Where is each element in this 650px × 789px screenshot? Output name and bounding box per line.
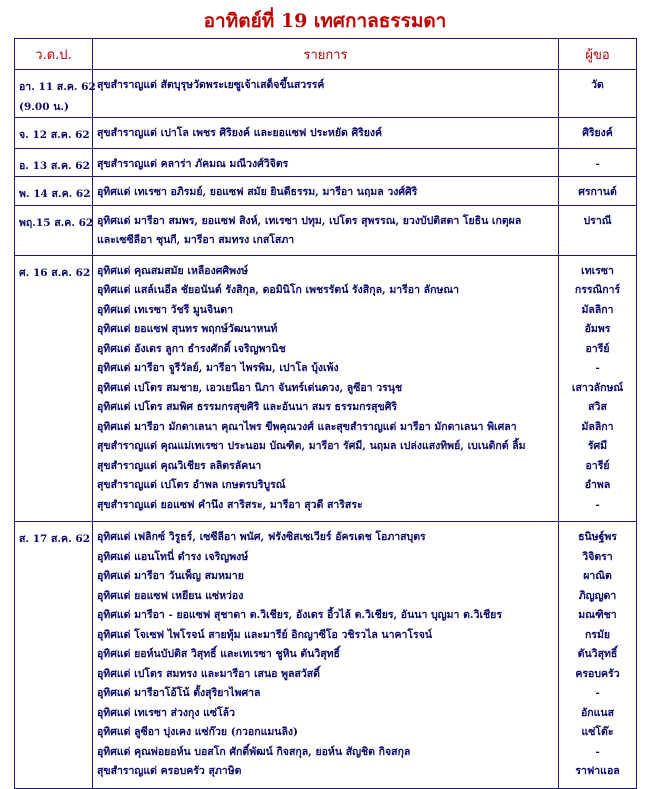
- date-text: อา. 11 ส.ค. 62: [19, 81, 96, 93]
- donor-name: อารีย์: [585, 459, 610, 472]
- row-date: [15, 118, 93, 149]
- header-donor: ผู้ขอ: [559, 39, 637, 70]
- row-donors: [559, 70, 637, 118]
- intention-line: อุทิศแด่ เทเรซา ส่วงกุง แซ่โล้ว: [97, 706, 235, 719]
- intention-line: อุทิศแด่ มารีอา จูรีวัลย์, มารีอา ไพรพิม, เปาโล บุ้งเพ้ง: [97, 362, 339, 374]
- date-text: พฤ.15 ส.ค. 62: [19, 216, 94, 229]
- row-donors: [559, 522, 637, 789]
- intention-line: อุทิศแด่ แสล์เนอีล ชัยอนันต์ รังสิกุล, ดอมินิโก เพชรรัตน์ รังสิกุล, มารีอา ลักษณา: [97, 284, 459, 296]
- intention-line: สุขสำราญแด่ คุณวิเชียร ลลิตรลัคนา: [97, 459, 262, 472]
- intention-line: อุทิศแด่ อังเดร ลูกา ธำรงศักดิ์ เจริญพานิช: [97, 342, 286, 355]
- row-donors: [559, 205, 637, 255]
- donor-name: อักแนส: [580, 706, 615, 719]
- row-donors: [559, 148, 637, 177]
- date-text: จ. 12 ส.ค. 62: [19, 129, 90, 141]
- donor-name: -: [595, 157, 600, 170]
- intention-line: อุทิศแด่ มารีอา - ยอแซฟ สุชาดา ต.วิเชียร, อังเดร อิ้วไล้ ต.วิเชียร, อันนา บุญมา ต.วิเชียร: [97, 609, 502, 621]
- donor-name: ผาณิต: [583, 570, 612, 582]
- table-row: [15, 177, 637, 206]
- date-text: ส. 17 ส.ค. 62: [19, 533, 90, 545]
- table-row: [15, 148, 637, 177]
- table-row: [15, 205, 637, 255]
- date-text: อ. 13 ส.ค. 62: [19, 159, 90, 172]
- intention-line: อุทิศแด่ มารีอา สมพร, ยอแซฟ สิงห์, เทเรซา ปทุม, เปโตร สุพรรณ, ยวงบัปติสตา โยธิน เกตุผล: [97, 214, 522, 227]
- row-intentions: [93, 205, 559, 255]
- donor-name: ราฟาแอล: [575, 765, 620, 777]
- donor-name: ปราณี: [583, 214, 612, 227]
- donor-name: กรมัย: [584, 628, 611, 641]
- table-row: [15, 70, 637, 118]
- row-date: [15, 255, 93, 522]
- donor-name: -: [595, 362, 600, 374]
- donor-name: -: [595, 498, 600, 511]
- row-intentions: [93, 70, 559, 118]
- row-intentions: [93, 148, 559, 177]
- row-date: [15, 522, 93, 789]
- row-intentions: [93, 522, 559, 789]
- intention-line: อุทิศแด่ ลูซีอา บุ่งเคง แซ่ก๊วย (กวอกแมนลิง): [97, 726, 298, 738]
- intention-line: อุทิศแด่ โจเซฟ ไพโรจน์ สายทุ้ม และมารีย์ อิกญาซีโอ วชิรวไล นาคาโรจน์: [97, 628, 433, 641]
- table-row: [15, 118, 637, 149]
- donor-name: แซ่โต๊ะ: [581, 726, 614, 738]
- donor-name: อารีย์: [585, 342, 610, 355]
- donor-name: ครอบครัว: [575, 667, 620, 680]
- intention-line: สุขสำราญแด่ คุณแม่เทเรซา ประนอม บัณฑิต, มารีอา รัศมี, นฤมล เปล่งแสงทิพย์, เบเนดิกต์ ลิ้ม: [97, 440, 526, 452]
- intention-line: สุขสำราญแด่ ครอบครัว สุภาษิต: [97, 765, 242, 777]
- donor-name: -: [595, 745, 600, 758]
- intention-line: สุขสำราญแด่ คลาร่า ภัคมณ มณีวงศ์วิจิตร: [97, 157, 289, 170]
- donor-name: ภิญญดา: [578, 589, 617, 602]
- row-intentions: [93, 255, 559, 522]
- donor-name: มัลลิกา: [581, 420, 614, 433]
- intention-line: สุขสำราญแด่ เปโตร อำพล เกษตรบริบูรณ์: [97, 479, 286, 491]
- row-date: [15, 70, 96, 118]
- date-text: พ. 14 ส.ค. 62: [19, 188, 91, 200]
- table-header-row: [15, 39, 637, 70]
- header-list: รายการ: [93, 39, 559, 70]
- row-donors: [559, 118, 637, 149]
- intention-line: สุขสำราญแด่ ยอแซฟ คำนึง สาริสระ, มารีอา สุวดี สาริสระ: [97, 498, 363, 511]
- donor-name: วัด: [591, 79, 604, 91]
- donor-name: ศิริยงค์: [582, 127, 613, 139]
- row-donors: [559, 177, 637, 206]
- mass-intentions-table: [14, 38, 637, 789]
- intention-line: อุทิศแด่ ยอแซฟ สุนทร พฤกษ์วัฒนาหนท์: [97, 323, 278, 335]
- row-intentions: [93, 177, 559, 206]
- intention-line: อุทิศแด่ คุณสมสมัย เหลืองศศิพงษ์: [97, 264, 249, 277]
- row-donors: [559, 255, 637, 522]
- donor-name: มัลลิกา: [581, 303, 614, 316]
- table-row: [15, 522, 637, 789]
- donor-name: รัศมี: [587, 440, 608, 452]
- time-text: (9.00 น.): [19, 100, 69, 113]
- intention-line: อุทิศแด่ เทเรซา วัชรี มูนจินดา: [97, 303, 234, 316]
- intention-line: อุทิศแด่ เปโตร สมทรง และมารีอา เสนอ พูลสวัสดิ์: [97, 667, 320, 680]
- intention-line: อุทิศแด่ เปโตร สมพิศ ธรรมกรสุขศิริ และอันนา สมร ธรรมกรสุขศิริ: [97, 401, 398, 413]
- row-date: [15, 148, 93, 177]
- row-date: [15, 205, 93, 255]
- donor-name: ธนิษฐ์พร: [578, 531, 617, 543]
- donor-name: เสาวลักษณ์: [571, 381, 624, 394]
- header-date: ว.ด.ป.: [15, 39, 93, 70]
- donor-name: เทเรซา: [581, 264, 614, 277]
- intention-line: อุทิศแด่ เฟลิกซ์ วิรูธร์, เซซีลีอา พนัศ, ฟรังซิสเซเวียร์ อัครเดช โอภาสบุตร: [97, 531, 426, 543]
- intention-line: อุทิศแด่ เปโตร สมชาย, เอวเยนีอา นิภา จันทร์เด่นดวง, ลูซีอา วรนุช: [97, 381, 403, 394]
- intention-line: อุทิศแด่ มารีอาโอ้โน้ ตั้งสุริยาไพศาล: [97, 687, 261, 699]
- intention-line: สุขสำราญแด่ สัตบุรุษวัดพระเยซูเจ้าเสด็จขึ้นสวรรค์: [97, 79, 325, 91]
- donor-name: ตันวิสุทธิ์: [577, 648, 618, 660]
- donor-name: -: [595, 687, 600, 699]
- intention-line: สุขสำราญแด่ เปาโล เพชร ศิริยงค์ และยอแซฟ ประหยัด ศิริยงค์: [97, 127, 383, 139]
- table-row: [15, 255, 637, 522]
- date-text: ศ. 16 ส.ค. 62: [19, 266, 91, 279]
- donor-name: อำพล: [584, 479, 611, 491]
- intention-line: อุทิศแด่ มารีอา มักดาเลนา คุณาไพร ขีพคุณวงศ์ และสุขสำราญแด่ มารีอา มักดาเลนา พิเศลา: [97, 420, 517, 433]
- intention-line: อุทิศแด่ ยอแซฟ เหยียน แซ่หว่อง: [97, 589, 244, 602]
- donor-name: มณฑิชา: [578, 609, 617, 621]
- row-date: [15, 177, 93, 206]
- intention-line: อุทิศแด่ มารีอา วันเพ็ญ สมหมาย: [97, 570, 244, 582]
- donor-name: สวิส: [588, 401, 607, 413]
- intention-line: อุทิศแด่ แอนโทนี่ ดำรง เจริญพงษ์: [97, 550, 249, 563]
- donor-name: วิจิตรา: [582, 550, 613, 563]
- page-title: อาทิตย์ที่ 19 เทศกาลธรรมดา: [203, 10, 447, 32]
- intention-line: อุทิศแด่ ยอห์นบัปติส วิสุทธิ์ และเทเรซา ชูหิน ตันวิสุทธิ์: [97, 648, 340, 660]
- donor-name: กรรณิการ์: [574, 284, 621, 296]
- intention-line: อุทิศแด่ คุณพ่อยอห์น บอสโก ศักดิ์พัฒน์ กิจสกุล, ยอห์น สัญชิต กิจสกุล: [97, 745, 411, 758]
- intention-line: อุทิศแด่ เทเรซา อภิรมย์, ยอแซฟ สมัย ยินดีธรรม, มารีอา นฤมล วงศ์ศิริ: [97, 186, 418, 198]
- row-intentions: [93, 118, 559, 149]
- donor-name: ศรกานต์: [578, 186, 617, 198]
- donor-name: อัมพร: [584, 323, 611, 335]
- intention-line: และเซซีลีอา ชุนกี, มารีอา สมทรง เกสโสภา: [97, 234, 295, 246]
